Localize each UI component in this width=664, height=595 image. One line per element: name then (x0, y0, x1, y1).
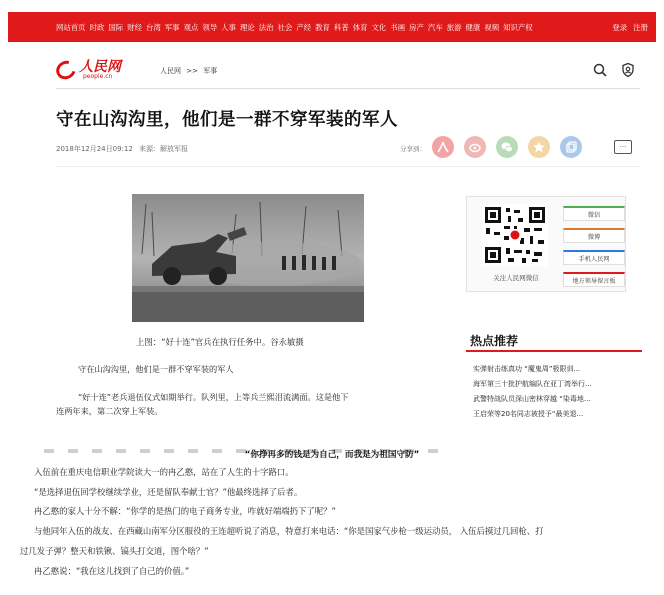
top-nav-item[interactable]: 社会 (277, 22, 293, 32)
top-nav-item[interactable]: 时政 (89, 22, 105, 32)
account-links (606, 12, 648, 42)
top-nav-item[interactable]: 领导 (202, 22, 218, 32)
top-nav-item[interactable]: 房产 (409, 22, 424, 32)
top-nav (56, 12, 537, 42)
hot-item[interactable]: 武警特战队员深山密林穿越 “染毒地... (473, 395, 591, 403)
share-weibo-icon[interactable] (464, 136, 486, 158)
top-nav-item[interactable]: 观点 (183, 22, 199, 32)
login-link[interactable]: 登录 (612, 22, 628, 32)
logo-en-text: people.cn (83, 73, 113, 80)
breadcrumb-home[interactable]: 人民网 (160, 67, 181, 75)
user-icon[interactable] (620, 62, 636, 78)
mobile-site-button[interactable]: 手机人民网 (563, 250, 625, 265)
top-nav-item[interactable]: 教育 (315, 22, 330, 32)
share-copy-icon[interactable] (560, 136, 582, 158)
top-nav-item[interactable]: 书画 (390, 22, 406, 32)
top-nav-item[interactable]: 产经 (296, 22, 312, 32)
section-heading: “你挣再多的钱是为自己，而我是为祖国守防” (244, 450, 420, 460)
top-nav-item[interactable]: 台湾 (145, 22, 161, 32)
weibo-button[interactable]: 微博 (563, 228, 625, 243)
qr-label: 关注人民网微信 (493, 274, 539, 282)
top-nav-item[interactable]: 文化 (371, 22, 387, 32)
page-title: 守在山沟沟里，他们是一群不穿军装的军人 (56, 110, 398, 130)
hot-item[interactable]: 实弹射击练真功 “魔鬼周”极限训... (473, 365, 581, 373)
site-logo[interactable] (56, 60, 121, 80)
top-nav-item[interactable]: 体育 (352, 22, 368, 32)
top-nav-item[interactable]: 财经 (127, 22, 142, 32)
search-icon[interactable] (592, 62, 608, 78)
share-qzone-icon[interactable] (528, 136, 550, 158)
photo-caption: 上图：“好十连”官兵在执行任务中。谷永敏摄 (136, 337, 304, 347)
top-nav-item[interactable]: 科普 (333, 22, 349, 32)
header-divider (56, 88, 640, 89)
top-nav-item[interactable]: 旅游 (446, 22, 462, 32)
paragraph-3: 连两年来，第二次穿上军装。 (56, 406, 163, 416)
hot-section-title: 热点推荐 (470, 334, 519, 348)
top-nav-item[interactable]: 汽车 (427, 22, 443, 32)
meta-divider (56, 166, 640, 167)
breadcrumb-separator: >> (186, 67, 198, 75)
lower-paragraph-2: “是选择退伍回学校继续学业，还是留队奉献士官？”他最终选择了后者。 (34, 487, 303, 497)
lower-paragraph-4: 与他同年入伍的战友、在西藏山南军分区服役的王连超听说了消息，特意打来电话：“你是国家气步枪一级运动员， 入伍后摸过几回枪、打 (34, 526, 544, 536)
article-meta (56, 144, 192, 154)
top-nav-item[interactable]: 军事 (164, 22, 180, 32)
top-nav-item[interactable]: 视频 (484, 22, 500, 32)
breadcrumb-section[interactable]: 军事 (203, 67, 218, 75)
logo-mark-icon (53, 57, 79, 83)
paragraph-1: 守在山沟沟里，他们是一群不穿军装的军人 (78, 364, 234, 374)
article-source[interactable]: 来源：解放军报 (139, 145, 189, 153)
logo-cn-text: 人民网 (79, 59, 121, 75)
cutoff-text-fragment (44, 438, 474, 444)
register-link[interactable]: 注册 (633, 22, 648, 32)
message-board-button[interactable]: 地方领导留言板 (563, 272, 625, 287)
top-nav-item[interactable]: 国际 (108, 22, 124, 32)
breadcrumb (160, 66, 220, 76)
hot-item[interactable]: 王启荣等20名同志被授予“最美退... (473, 410, 584, 418)
top-nav-item[interactable]: 网站首页 (56, 22, 86, 32)
top-nav-item[interactable]: 健康 (465, 22, 481, 32)
hot-item[interactable]: 海军第三十批护航编队在亚丁湾举行... (473, 380, 592, 388)
wechat-qr-code (482, 204, 548, 266)
lower-paragraph-4-cont: 过几发子弹？整天和铁锹、镐头打交道，图个啥？” (20, 546, 209, 556)
paragraph-2: “好十连”老兵退伍仪式如期举行。队列里，上等兵兰熙泪流满面。这是他下 (78, 392, 349, 402)
top-nav-item[interactable]: 知识产权 (503, 22, 533, 32)
share-label: 分享到： (400, 145, 426, 153)
article-photo (132, 194, 364, 322)
share-wechat-icon[interactable] (496, 136, 518, 158)
lower-paragraph-3: 冉乙憨的家人十分不解：“你学的是热门的电子商务专业，咋就好端端扔下了呢？” (34, 506, 336, 516)
publish-date: 2018年12月24日09:12 (56, 145, 133, 153)
comment-icon[interactable]: ··· (614, 140, 632, 154)
lower-paragraph-5: 冉乙憨说：“我在这儿找到了自己的价值。” (34, 566, 190, 576)
wechat-button[interactable]: 微信 (563, 206, 625, 221)
top-nav-item[interactable]: 人事 (221, 22, 236, 32)
share-people-icon[interactable] (432, 136, 454, 158)
top-nav-item[interactable]: 法治 (258, 22, 274, 32)
lower-paragraph-1: 入伍前在重庆电信职业学院读大一的冉乙憨，站在了人生的十字路口。 (34, 467, 294, 477)
top-nav-item[interactable]: 理论 (239, 22, 255, 32)
hot-section-underline (466, 350, 642, 352)
top-nav-bar (8, 12, 656, 42)
